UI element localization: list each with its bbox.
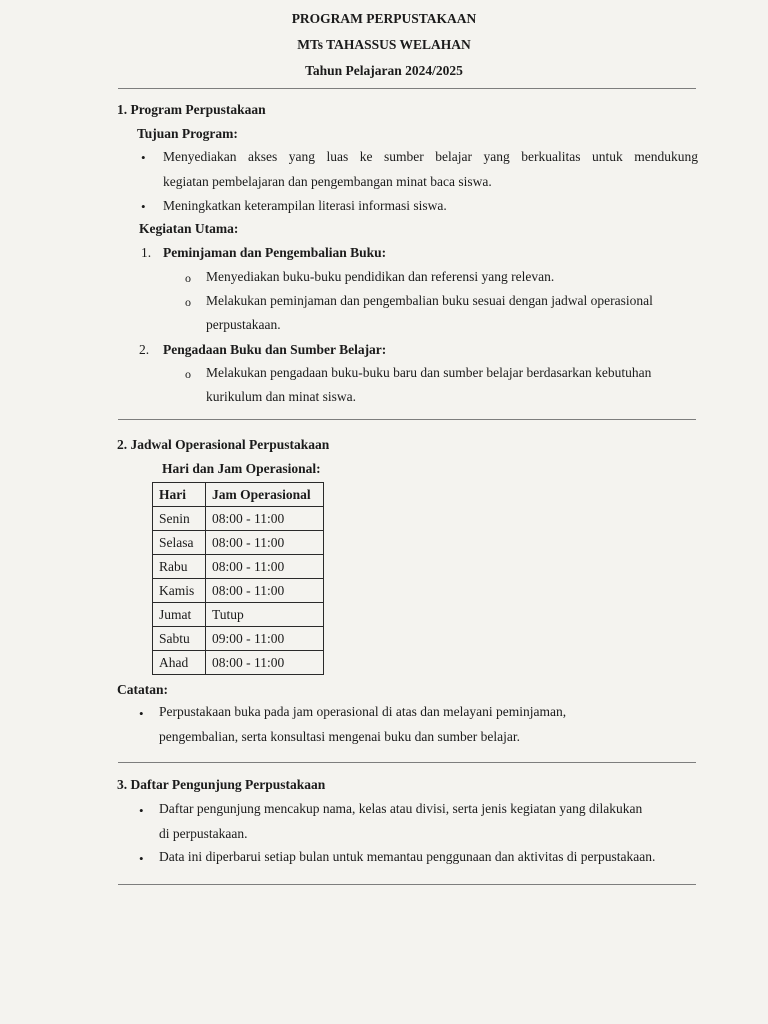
table-cell-hours: 08:00 - 11:00	[206, 579, 324, 603]
bullet-icon: •	[139, 706, 144, 721]
schedule-table	[152, 482, 324, 675]
table-cell-day: Jumat	[153, 603, 206, 627]
kegiatan-1-item-2-line1: Melakukan peminjaman dan pengembalian buku sesuai dengan jadwal operasional	[206, 293, 653, 308]
table-row	[153, 531, 324, 555]
tujuan-item-1-line2: kegiatan pembelajaran dan pengembangan minat baca siswa.	[163, 174, 492, 189]
table-cell-hours: 08:00 - 11:00	[206, 507, 324, 531]
bullet-icon: •	[139, 851, 144, 866]
column-header-jam: Jam Operasional	[206, 483, 324, 507]
kegiatan-1-item-2-line2: perpustakaan.	[206, 317, 281, 332]
kegiatan-1-item-1: Menyediakan buku-buku pendidikan dan referensi yang relevan.	[206, 269, 555, 284]
kegiatan-2-item-1-line2: kurikulum dan minat siswa.	[206, 389, 356, 404]
kegiatan-2-title: Pengadaan Buku dan Sumber Belajar:	[163, 342, 387, 357]
table-row	[153, 507, 324, 531]
document-header	[0, 0, 768, 84]
pengunjung-item-1-line1: Daftar pengunjung mencakup nama, kelas atau divisi, serta jenis kegiatan yang dilakukan	[159, 801, 643, 816]
divider	[118, 419, 696, 420]
table-cell-hours: 09:00 - 11:00	[206, 627, 324, 651]
table-cell-day: Sabtu	[153, 627, 206, 651]
tujuan-label: Tujuan Program:	[137, 126, 238, 141]
tujuan-item-1-line1: Menyediakan akses yang luas ke sumber belajar yang berkualitas untuk mendukung	[163, 149, 698, 164]
header-year: Tahun Pelajaran 2024/2025	[305, 63, 463, 78]
tujuan-item-2: Meningkatkan keterampilan literasi informasi siswa.	[163, 198, 447, 213]
table-cell-hours: 08:00 - 11:00	[206, 651, 324, 675]
circle-bullet-icon: o	[185, 367, 191, 381]
bullet-icon: •	[141, 199, 146, 214]
kegiatan-1-number: 1.	[141, 245, 152, 260]
table-cell-hours: Tutup	[206, 603, 324, 627]
table-cell-hours: 08:00 - 11:00	[206, 531, 324, 555]
table-cell-day: Rabu	[153, 555, 206, 579]
bullet-icon: •	[139, 803, 144, 818]
table-cell-day: Senin	[153, 507, 206, 531]
header-title: PROGRAM PERPUSTAKAAN	[291, 11, 477, 26]
table-row	[153, 603, 324, 627]
kegiatan-2-item-1-line1: Melakukan pengadaan buku-buku baru dan sumber belajar berdasarkan kebutuhan	[206, 365, 652, 380]
bullet-icon: •	[141, 150, 146, 165]
pengunjung-item-2: Data ini diperbarui setiap bulan untuk memantau penggunaan dan aktivitas di perpustakaan.	[159, 849, 656, 864]
table-cell-day: Ahad	[153, 651, 206, 675]
table-header-row	[153, 483, 324, 507]
section-1-title: 1. Program Perpustakaan	[117, 102, 266, 117]
table-row	[153, 627, 324, 651]
schedule-subtitle: Hari dan Jam Operasional:	[162, 461, 321, 476]
divider	[118, 88, 696, 89]
column-header-hari: Hari	[153, 483, 206, 507]
catatan-label: Catatan:	[117, 682, 168, 697]
section-3-title: 3. Daftar Pengunjung Perpustakaan	[117, 777, 326, 792]
table-cell-day: Selasa	[153, 531, 206, 555]
section-2-title: 2. Jadwal Operasional Perpustakaan	[117, 437, 330, 452]
circle-bullet-icon: o	[185, 271, 191, 285]
catatan-line1: Perpustakaan buka pada jam operasional di atas dan melayani peminjaman,	[159, 704, 567, 719]
table-row	[153, 651, 324, 675]
pengunjung-item-1-line2: di perpustakaan.	[159, 826, 248, 841]
catatan-line2: pengembalian, serta konsultasi mengenai buku dan sumber belajar.	[159, 729, 521, 744]
circle-bullet-icon: o	[185, 295, 191, 309]
table-cell-day: Kamis	[153, 579, 206, 603]
kegiatan-2-number: 2.	[139, 342, 150, 357]
table-cell-hours: 08:00 - 11:00	[206, 555, 324, 579]
table-row	[153, 555, 324, 579]
divider	[118, 884, 696, 885]
header-school: MTs TAHASSUS WELAHAN	[297, 37, 471, 52]
kegiatan-1-title: Peminjaman dan Pengembalian Buku:	[163, 245, 387, 260]
divider	[118, 762, 696, 763]
table-row	[153, 579, 324, 603]
kegiatan-label: Kegiatan Utama:	[139, 221, 239, 236]
